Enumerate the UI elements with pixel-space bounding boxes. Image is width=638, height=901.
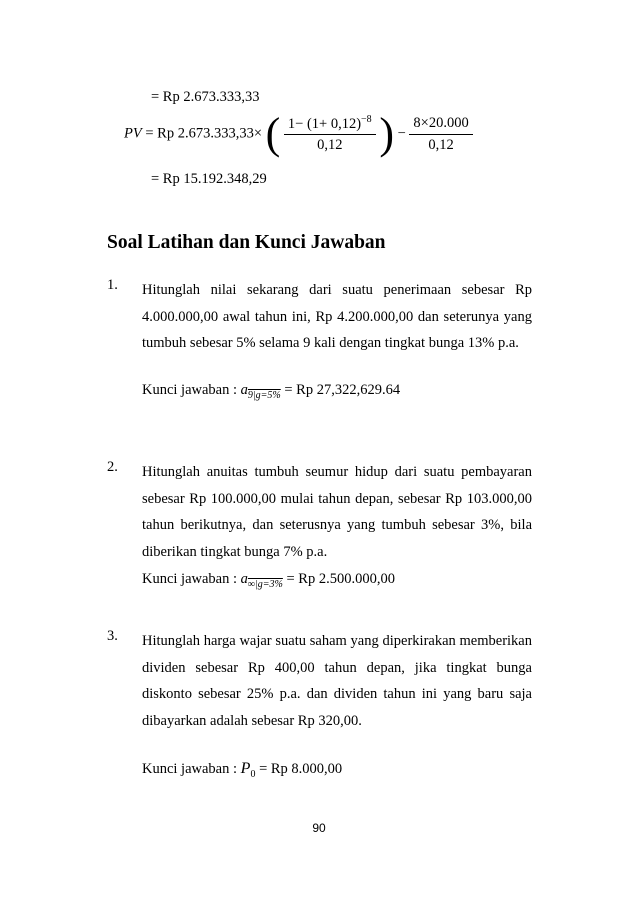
fraction-1-exponent: −8 <box>361 113 372 125</box>
pv-equation <box>124 109 473 158</box>
fraction-2-numerator: 8×20.000 <box>409 115 472 135</box>
pv-equals: = Rp 2.673.333,33× <box>145 125 262 142</box>
pv-symbol: PV <box>124 125 142 142</box>
answer-symbol: a <box>240 382 248 398</box>
fraction-1 <box>284 114 376 155</box>
fraction-1-denominator: 0,12 <box>317 137 343 154</box>
exercise-1 <box>107 277 532 357</box>
answer-subscript: 0 <box>250 769 256 780</box>
answer-key-2 <box>142 571 395 590</box>
math-line-1: = Rp 2.673.333,33 <box>151 89 260 105</box>
section-title: Soal Latihan dan Kunci Jawaban <box>107 232 386 253</box>
answer-key-3 <box>142 760 342 780</box>
exercise-text: Hitunglah harga wajar suatu saham yang diperkirakan memberikan dividen sebesar Rp 400,00 tahun depan, jika tingkat bunga diskonto sebesar 25% p.a. dan dividen tahun ini yang baru saja dibayarkan adalah sebesar Rp 320,00. <box>142 633 532 729</box>
answer-value: = Rp 27,322,629.64 <box>284 382 401 398</box>
answer-subscript: 9|g=5% <box>247 390 281 401</box>
exercise-text: Hitunglah anuitas tumbuh seumur hidup dari suatu pembayaran sebesar Rp 100.000,00 mulai tahun depan, sebesar Rp 103.000,00 tahun berikutnya, dan seterusnya yang tumbuh sebesar 3%, bila diberikan tingkat bunga 7% p.a. <box>142 464 532 560</box>
fraction-2 <box>409 115 472 154</box>
answer-subscript: ∞|g=3% <box>247 579 283 590</box>
exercise-number: 1. <box>107 277 118 293</box>
minus-sign: − <box>397 125 406 142</box>
left-paren: ( <box>265 109 281 158</box>
fraction-1-numerator: 1− (1+ 0,12) <box>287 115 362 132</box>
math-line-3: = Rp 15.192.348,29 <box>151 171 267 187</box>
answer-symbol: P <box>240 760 251 777</box>
answer-key-label: Kunci jawaban : <box>142 761 238 777</box>
answer-key-label: Kunci jawaban : <box>142 382 238 398</box>
answer-key-1 <box>142 382 400 401</box>
answer-value: = Rp 8.000,00 <box>259 761 343 777</box>
exercise-text: Hitunglah nilai sekarang dari suatu penerimaan sebesar Rp 4.000.000,00 awal tahun ini, Rp 4.200.000,00 dan seterunya yang tumbuh sebesar 5% selama 9 kali dengan tingkat bunga 13% p.a. <box>142 282 532 351</box>
answer-key-label: Kunci jawaban : <box>142 571 238 587</box>
exercise-3 <box>107 628 532 734</box>
exercise-number: 2. <box>107 459 118 475</box>
right-paren: ) <box>379 109 394 158</box>
answer-value: = Rp 2.500.000,00 <box>286 571 395 587</box>
page-number: 90 <box>312 821 326 835</box>
fraction-2-denominator: 0,12 <box>428 136 454 153</box>
exercise-number: 3. <box>107 628 118 644</box>
answer-symbol: a <box>240 571 248 587</box>
exercise-2 <box>107 459 532 565</box>
